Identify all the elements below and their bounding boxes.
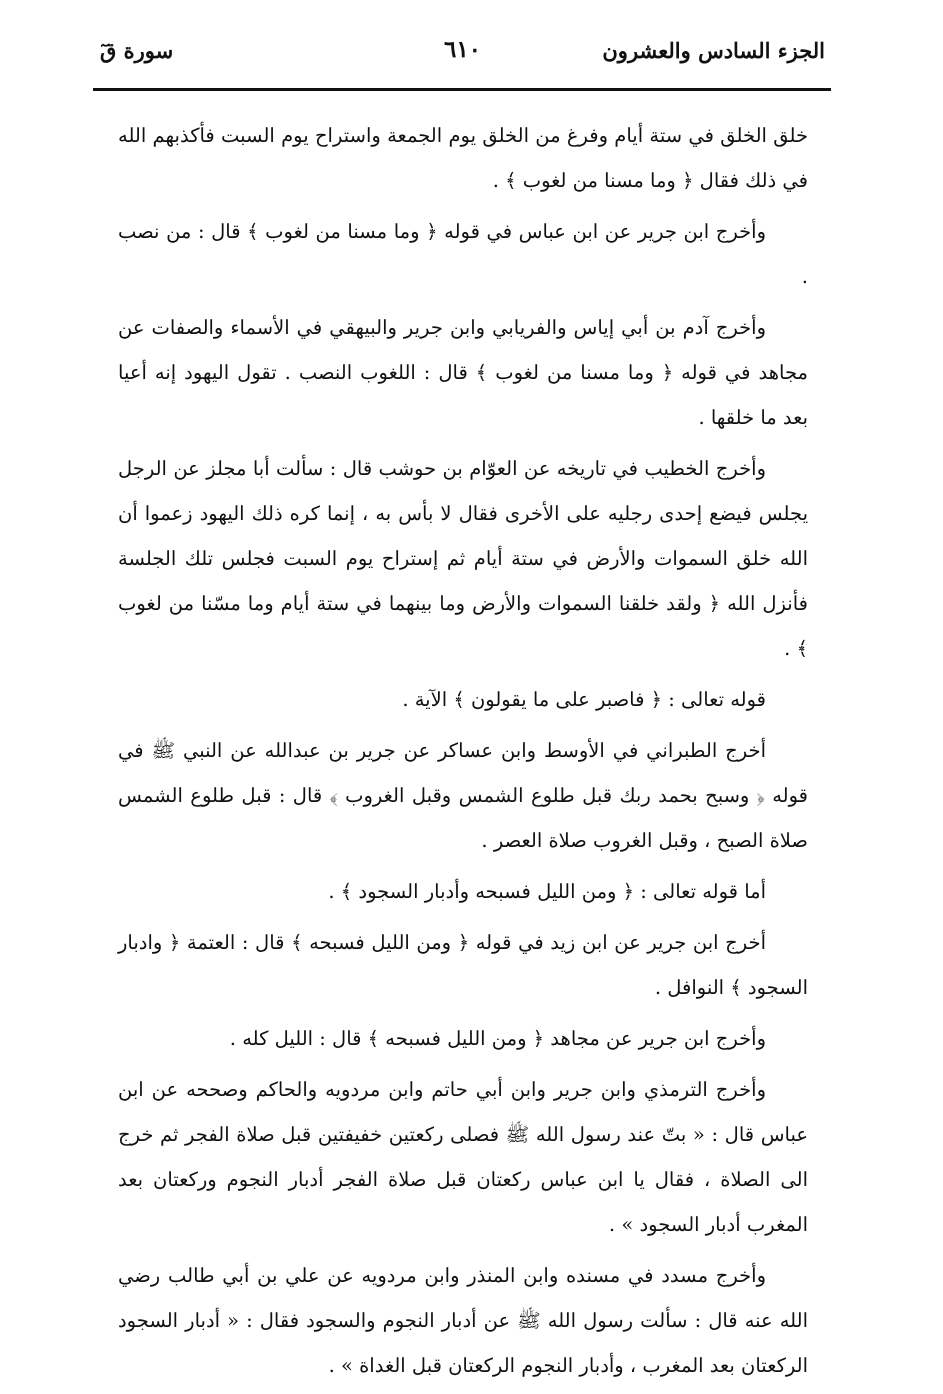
paragraph: أخرج ابن جرير عن ابن زيد في قوله ﴿ ومن الليل فسبحه ﴾ قال : العتمة ﴿ وادبار السجود ﴾ النوافل . — [118, 931, 808, 999]
paragraph: خلق الخلق في ستة أيام وفرغ من الخلق يوم الجمعة واستراح يوم السبت فأكذبهم الله في ذلك فقال ﴿ وما مسنا من لغوب ﴾ . — [118, 124, 808, 192]
paragraph: وأخرج آدم بن أبي إياس والفريابي وابن جرير والبيهقي في الأسماء والصفات عن مجاهد في قوله ﴿ وما مسنا من لغوب ﴾ قال : اللغوب النصب . تقول اليهود إنه أعيا بعد ما خلقها . — [118, 316, 808, 429]
header-rule — [93, 88, 831, 91]
paragraph: أخرج الطبراني في الأوسط وابن عساكر عن جرير بن عبدالله عن النبي ﷺ في قوله ﴿ وسبح بحمد ربك قبل طلوع الشمس وقبل الغروب ﴾ قال : قبل طلوع الشمس صلاة الصبح ، وقبل الغروب صلاة العصر . — [118, 739, 808, 852]
surah-title: سورة قٓ — [100, 38, 174, 63]
paragraph: وأخرج الترمذي وابن جرير وابن أبي حاتم وابن مردويه والحاكم وصححه عن ابن عباس قال : « بتّ عند رسول الله ﷺ فصلى ركعتين خفيفتين قبل صلاة الفجر ثم خرج الى الصلاة ، فقال يا ابن عباس ركعتان قبل صلاة الفجر أدبار النجوم وركعتان بعد المغرب أدبار السجود » . — [118, 1078, 808, 1236]
running-header — [100, 26, 825, 80]
paragraph: وأخرج مسدد في مسنده وابن المنذر وابن مردويه عن علي بن أبي طالب رضي الله عنه قال : سألت رسول الله ﷺ عن أدبار النجوم والسجود فقال : « أدبار السجود الركعتان بعد المغرب ، وأدبار النجوم الركعتان قبل الغداة » . — [118, 1264, 808, 1377]
paragraph: قوله تعالى : ﴿ فاصبر على ما يقولون ﴾ الآية . — [402, 688, 766, 711]
paragraph: وأخرج ابن جرير عن مجاهد ﴿ ومن الليل فسبحه ﴾ قال : الليل كله . — [229, 1027, 766, 1050]
paragraph: وأخرج الخطيب في تاريخه عن العوّام بن حوشب قال : سألت أبا مجلز عن الرجل يجلس فيضع إحدى رجليه على الأخرى فقال لا بأس به ، إنما كره ذلك اليهود زعموا أن الله خلق السموات والأرض في ستة أيام ثم إستراح يوم السبت فجلس تلك الجلسة فأنزل الله ﴿ ولقد خلقنا السموات والأرض وما بينهما في ستة أيام وما مسّنا من لغوب ﴾ . — [118, 457, 809, 660]
part-title: الجزء السادس والعشرون — [602, 38, 825, 63]
paragraph: أما قوله تعالى : ﴿ ومن الليل فسبحه وأدبار السجود ﴾ . — [328, 880, 766, 903]
paragraph: وأخرج ابن جرير عن ابن عباس في قوله ﴿ وما مسنا من لغوب ﴾ قال : من نصب . — [118, 220, 808, 288]
page-number: ٦١٠ — [443, 36, 482, 63]
body-text — [118, 113, 808, 1394]
